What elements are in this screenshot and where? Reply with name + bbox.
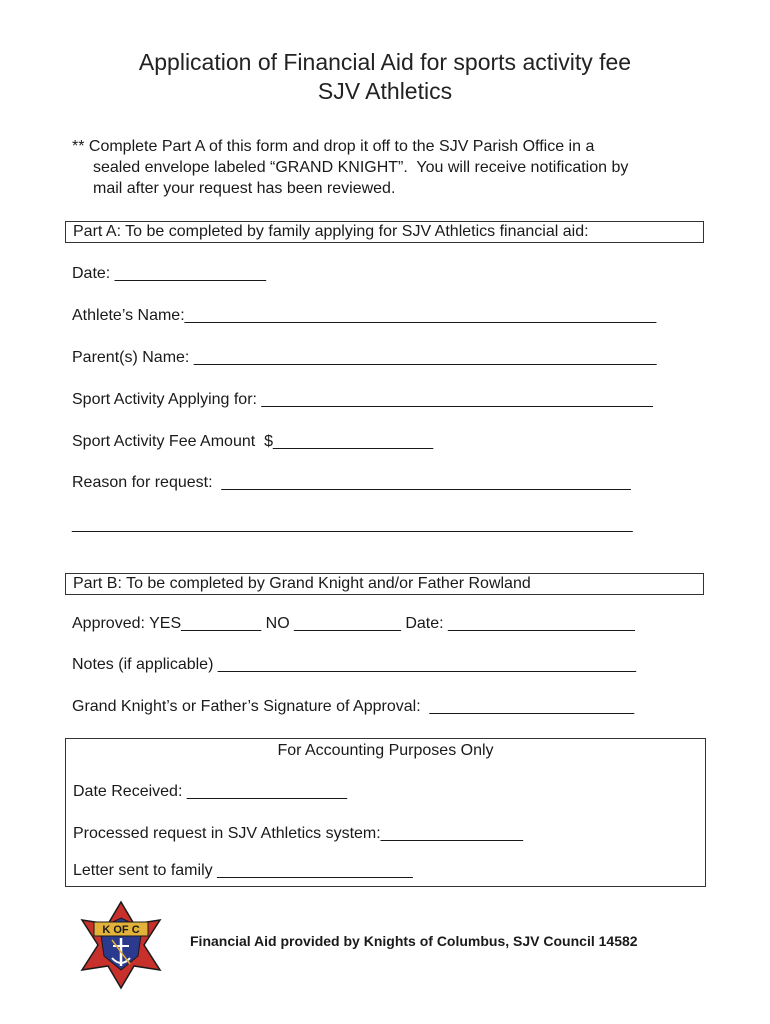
letter-sent-field[interactable]: Letter sent to family ______________________ xyxy=(73,862,413,879)
athlete-name-field[interactable]: Athlete’s Name:_____________________________________________________ xyxy=(72,307,657,324)
form-subtitle: SJV Athletics xyxy=(317,78,453,104)
knights-of-columbus-emblem-icon xyxy=(76,898,166,992)
footer-credit: Financial Aid provided by Knights of Columbus, SJV Council 14582 xyxy=(190,933,638,949)
parents-name-field[interactable]: Parent(s) Name: ____________________________________________________ xyxy=(72,349,657,366)
part-b-heading: Part B: To be completed by Grand Knight and/or Father Rowland xyxy=(65,573,704,595)
fee-amount-field[interactable]: Sport Activity Fee Amount $__________________ xyxy=(72,433,434,450)
date-received-field[interactable]: Date Received: __________________ xyxy=(73,783,348,800)
instructions-line-2: sealed envelope labeled “GRAND KNIGHT”. You will receive notification by xyxy=(93,159,629,176)
sport-activity-field[interactable]: Sport Activity Applying for: ____________________________________________ xyxy=(72,391,653,408)
form-title: Application of Financial Aid for sports activity fee xyxy=(138,49,632,75)
signature-field[interactable]: Grand Knight’s or Father’s Signature of Approval: _______________________ xyxy=(72,698,635,715)
notes-field[interactable]: Notes (if applicable) _______________________________________________ xyxy=(72,656,637,673)
svg-text:K OF C: K OF C xyxy=(102,924,140,936)
reason-continuation-field[interactable]: _______________________________________________________________ xyxy=(72,516,633,533)
reason-field[interactable]: Reason for request: ______________________________________________ xyxy=(72,474,631,491)
processed-field[interactable]: Processed request in SJV Athletics system:________________ xyxy=(73,825,524,842)
instructions-line-1: ** Complete Part A of this form and drop it off to the SJV Parish Office in a xyxy=(72,138,595,155)
accounting-heading: For Accounting Purposes Only xyxy=(277,742,494,759)
date-field[interactable]: Date: _________________ xyxy=(72,265,266,282)
part-a-heading: Part A: To be completed by family applying for SJV Athletics financial aid: xyxy=(65,221,704,243)
accounting-box xyxy=(65,738,706,887)
instructions xyxy=(72,136,712,199)
approval-field[interactable]: Approved: YES_________ NO ____________ Date: _____________________ xyxy=(72,615,635,632)
instructions-line-3: mail after your request has been reviewed. xyxy=(93,180,396,197)
